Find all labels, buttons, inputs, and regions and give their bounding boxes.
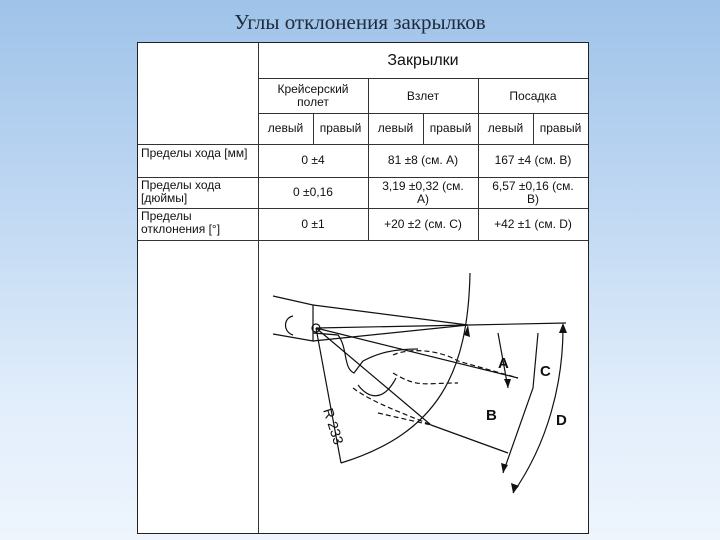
flap-cruise-line (468, 323, 566, 325)
side-left-takeoff: левый (377, 121, 414, 135)
row-deflection-takeoff: +20 ±2 (см. C) (384, 217, 462, 231)
side-left-cruise: левый (267, 121, 304, 135)
table-header: Закрылки (387, 52, 459, 69)
mode-cruise: Крейсерский полет (277, 82, 349, 109)
dimension-c (503, 333, 538, 473)
row-travel-mm-takeoff: 81 ±8 (см. A) (387, 153, 459, 167)
label-radius: R 233 (320, 405, 347, 447)
wing-trailing-edge (313, 305, 468, 341)
row-travel-inch-landing: 6,57 ±0,16 (см. B) (492, 179, 574, 206)
side-right-takeoff: правый (429, 121, 472, 135)
side-right-cruise: правый (319, 121, 362, 135)
mode-landing: Посадка (509, 89, 557, 103)
flap-specification-sheet (137, 42, 589, 534)
label-a: A (498, 355, 509, 372)
mode-takeoff: Взлет (406, 89, 440, 103)
dimension-d (513, 328, 563, 493)
row-travel-inch-cruise: 0 ±0,16 (293, 185, 333, 199)
slide-title: Углы отклонения закрылков (234, 10, 486, 34)
row-travel-mm-landing: 167 ±4 (см. B) (494, 153, 572, 167)
side-left-landing: левый (487, 121, 524, 135)
radius-arc (341, 273, 470, 463)
row-travel-mm-cruise: 0 ±4 (301, 153, 325, 167)
label-d: D (556, 412, 567, 429)
label-b: B (486, 407, 497, 424)
wing-spar-outline (273, 296, 313, 341)
row-travel-inch-takeoff: 3,19 ±0,32 (см. A) (382, 179, 464, 206)
row-label-deflection: Пределы отклонения [°] (141, 209, 221, 236)
row-label-travel-inch: Пределы хода [дюймы] (141, 178, 221, 205)
row-deflection-landing: +42 ±1 (см. D) (494, 217, 572, 231)
row-label-travel-mm: Пределы хода [мм] (141, 146, 248, 160)
flap-landing-position (353, 388, 431, 425)
label-c: C (540, 363, 551, 380)
side-right-landing: правый (539, 121, 582, 135)
flap-deflection-diagram (138, 43, 588, 533)
row-deflection-cruise: 0 ±1 (301, 217, 325, 231)
